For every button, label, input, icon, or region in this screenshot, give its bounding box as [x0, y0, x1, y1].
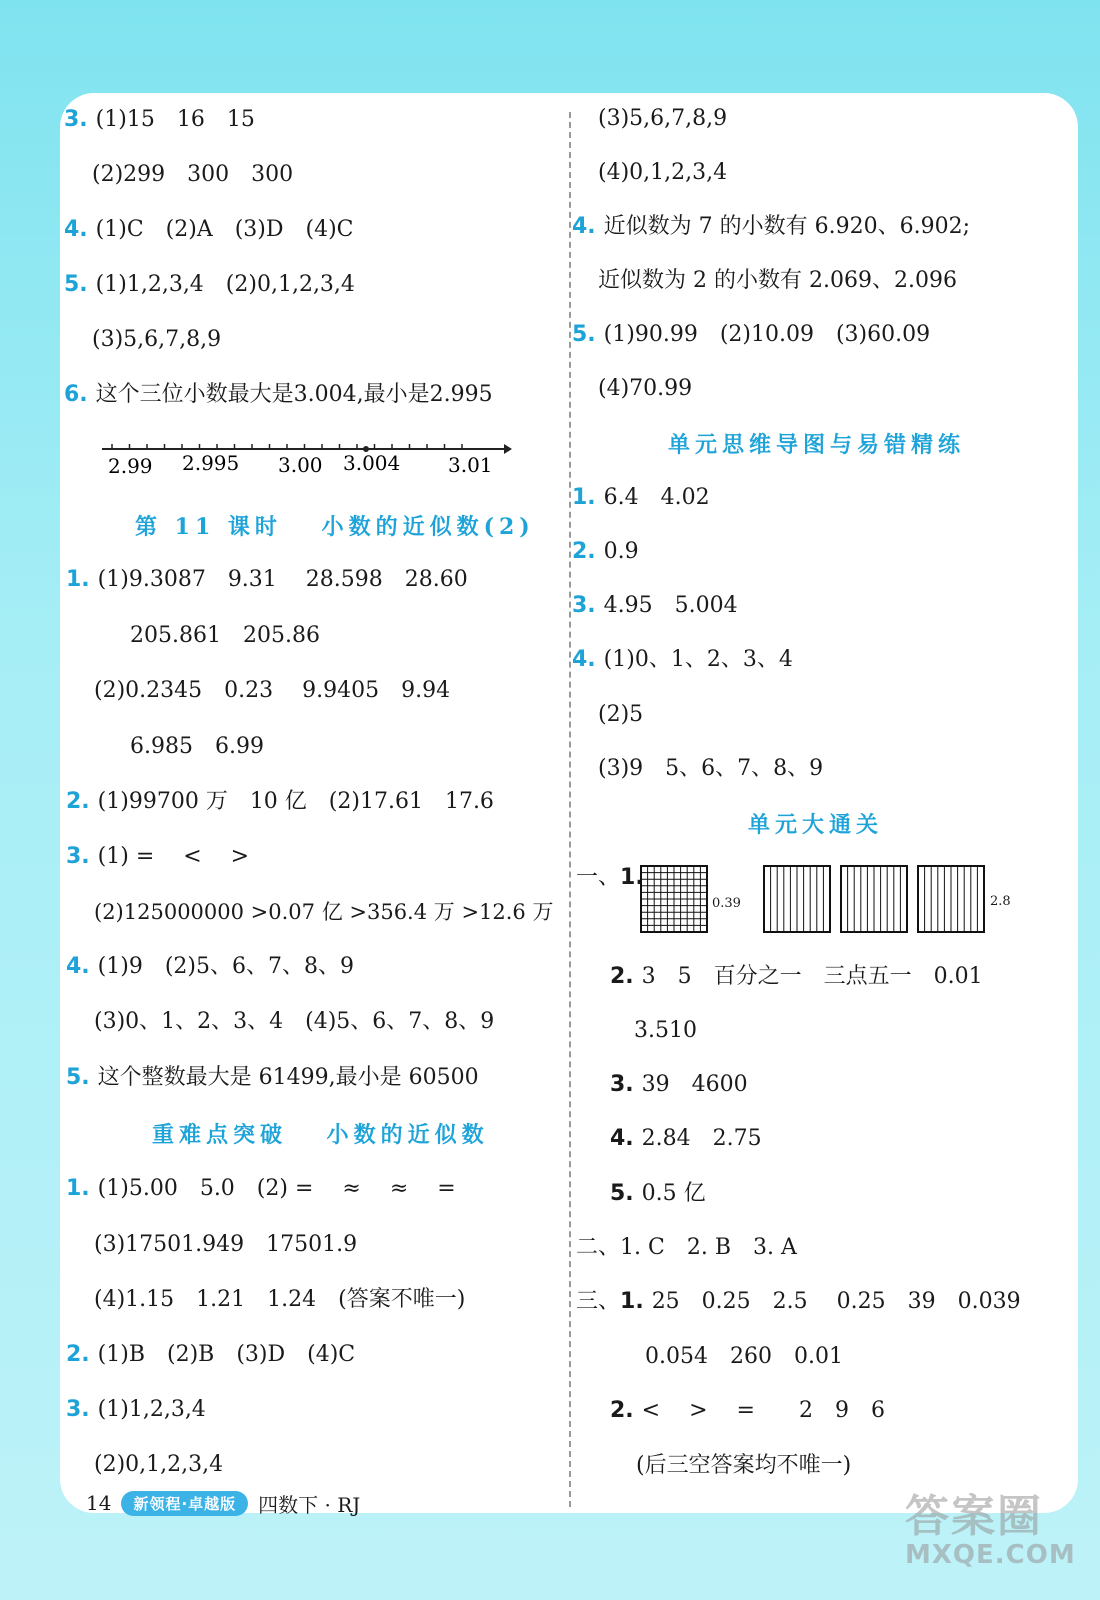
- breakthrough-heading: 重难点突破 小数的近似数: [152, 1122, 489, 1148]
- number-line-tick-label: 3.00: [278, 453, 323, 477]
- right-q5-line2: (4)70.99: [598, 376, 693, 401]
- right-q4-line1: 4. 近似数为 7 的小数有 6.920、6.902;: [572, 214, 971, 239]
- ut-part3-line2: 0.054 260 0.01: [645, 1344, 843, 1369]
- right-cont-line2: (4)0,1,2,3,4: [598, 160, 728, 185]
- l11-q1-line2: 205.861 205.86: [130, 623, 320, 648]
- mindmap-heading: 单元思维导图与易错精练: [668, 432, 966, 458]
- right-q4-line2: 近似数为 2 的小数有 2.069、2.096: [598, 268, 957, 293]
- l11-q1-line4: 6.985 6.99: [130, 734, 264, 759]
- right-q5-line1: 5. (1)90.99 (2)10.09 (3)60.09: [572, 322, 931, 347]
- l11-q1-line1: 1. (1)9.3087 9.31 28.598 28.60: [66, 567, 468, 592]
- l11-q3-line2: (2)125000000 >0.07 亿 >356.4 万 >12.6 万: [94, 900, 554, 924]
- lesson-11-heading: 第 11 课时 小数的近似数(2): [135, 514, 535, 540]
- ut-q5: 5. 0.5 亿: [610, 1181, 706, 1206]
- mm-q3: 3. 4.95 5.004: [572, 593, 738, 618]
- left-q5-line2: (3)5,6,7,8,9: [92, 327, 222, 352]
- bt-q3-line2: (2)0,1,2,3,4: [94, 1452, 224, 1477]
- ut-q3: 3. 39 4600: [610, 1072, 748, 1097]
- ut-part3-line1: 三、 1. 25 0.25 2.5 0.25 39 0.039: [576, 1289, 1021, 1314]
- l11-q3-line1: 3. (1) = < >: [66, 844, 250, 869]
- bt-q1-line3: (4)1.15 1.21 1.24 (答案不唯一): [94, 1287, 466, 1312]
- watermark-logo: [905, 1480, 1075, 1590]
- mm-q4-line3: (3)9 5、6、7、8、9: [598, 756, 824, 781]
- ut-part3-q2-line1: 2. < > = 2 9 6: [610, 1398, 885, 1423]
- grid-value-label: 0.39: [712, 896, 741, 911]
- bt-q3-line1: 3. (1)1,2,3,4: [66, 1397, 206, 1422]
- decimal-grid-figure: [637, 862, 1027, 937]
- left-q6-line1: 6. 这个三位小数最大是3.004,最小是2.995: [64, 382, 493, 407]
- number-line-tick-label: 2.995: [182, 451, 240, 475]
- mm-q4-line1: 4. (1)0、1、2、3、4: [572, 647, 793, 672]
- left-q3-line1: 3. (1)15 16 15: [64, 107, 255, 132]
- bars-value-label: 2.8: [990, 894, 1011, 909]
- left-q5-line1: 5. (1)1,2,3,4 (2)0,1,2,3,4: [64, 272, 355, 297]
- l11-q2-line1: 2. (1)99700 万 10 亿 (2)17.61 17.6: [66, 789, 494, 814]
- bt-q1-line1: 1. (1)5.00 5.0 (2) = ≈ ≈ =: [66, 1176, 456, 1201]
- number-line: [100, 440, 512, 480]
- subject-label: 四数下 · RJ: [258, 1492, 361, 1517]
- bt-q2-line1: 2. (1)B (2)B (3)D (4)C: [66, 1342, 356, 1367]
- unit-test-heading: 单元大通关: [748, 812, 884, 838]
- series-badge: 新领程·卓越版: [121, 1491, 248, 1516]
- ut-q2-line1: 2. 3 5 百分之一 三点五一 0.01: [610, 964, 983, 989]
- mm-q2: 2. 0.9: [572, 539, 639, 564]
- right-cont-line1: (3)5,6,7,8,9: [598, 106, 728, 131]
- number-line-tick-label: 3.01: [448, 453, 493, 477]
- column-divider: [569, 112, 571, 1507]
- number-line-tick-label: 3.004: [343, 451, 401, 475]
- mm-q1: 1. 6.4 4.02: [572, 485, 710, 510]
- ut-part2: 二、 1. C 2. B 3. A: [576, 1235, 797, 1260]
- page-number: 14: [86, 1491, 112, 1515]
- l11-q1-line3: (2)0.2345 0.23 9.9405 9.94: [94, 678, 451, 703]
- watermark-url: MXQE.COM: [905, 1540, 1076, 1570]
- mm-q4-line2: (2)5: [598, 702, 644, 727]
- l11-q5-line1: 5. 这个整数最大是 61499,最小是 60500: [66, 1065, 479, 1090]
- l11-q4-line1: 4. (1)9 (2)5、6、7、8、9: [66, 954, 354, 979]
- left-q4-line1: 4. (1)C (2)A (3)D (4)C: [64, 217, 354, 242]
- ut-part3-q2-line2: (后三空答案均不唯一): [636, 1453, 852, 1478]
- watermark-logo-text: 答案圈: [905, 1491, 1043, 1542]
- ut-part1-label: 一、 1.: [576, 865, 644, 890]
- bt-q1-line2: (3)17501.949 17501.9: [94, 1232, 358, 1257]
- number-line-tick-label: 2.99: [108, 454, 153, 478]
- ut-q2-line2: 3.510: [634, 1018, 697, 1043]
- ut-q4: 4. 2.84 2.75: [610, 1126, 762, 1151]
- l11-q4-line2: (3)0、1、2、3、4 (4)5、6、7、8、9: [94, 1009, 495, 1034]
- left-q3-line2: (2)299 300 300: [92, 162, 294, 187]
- page-footer: [86, 1488, 360, 1518]
